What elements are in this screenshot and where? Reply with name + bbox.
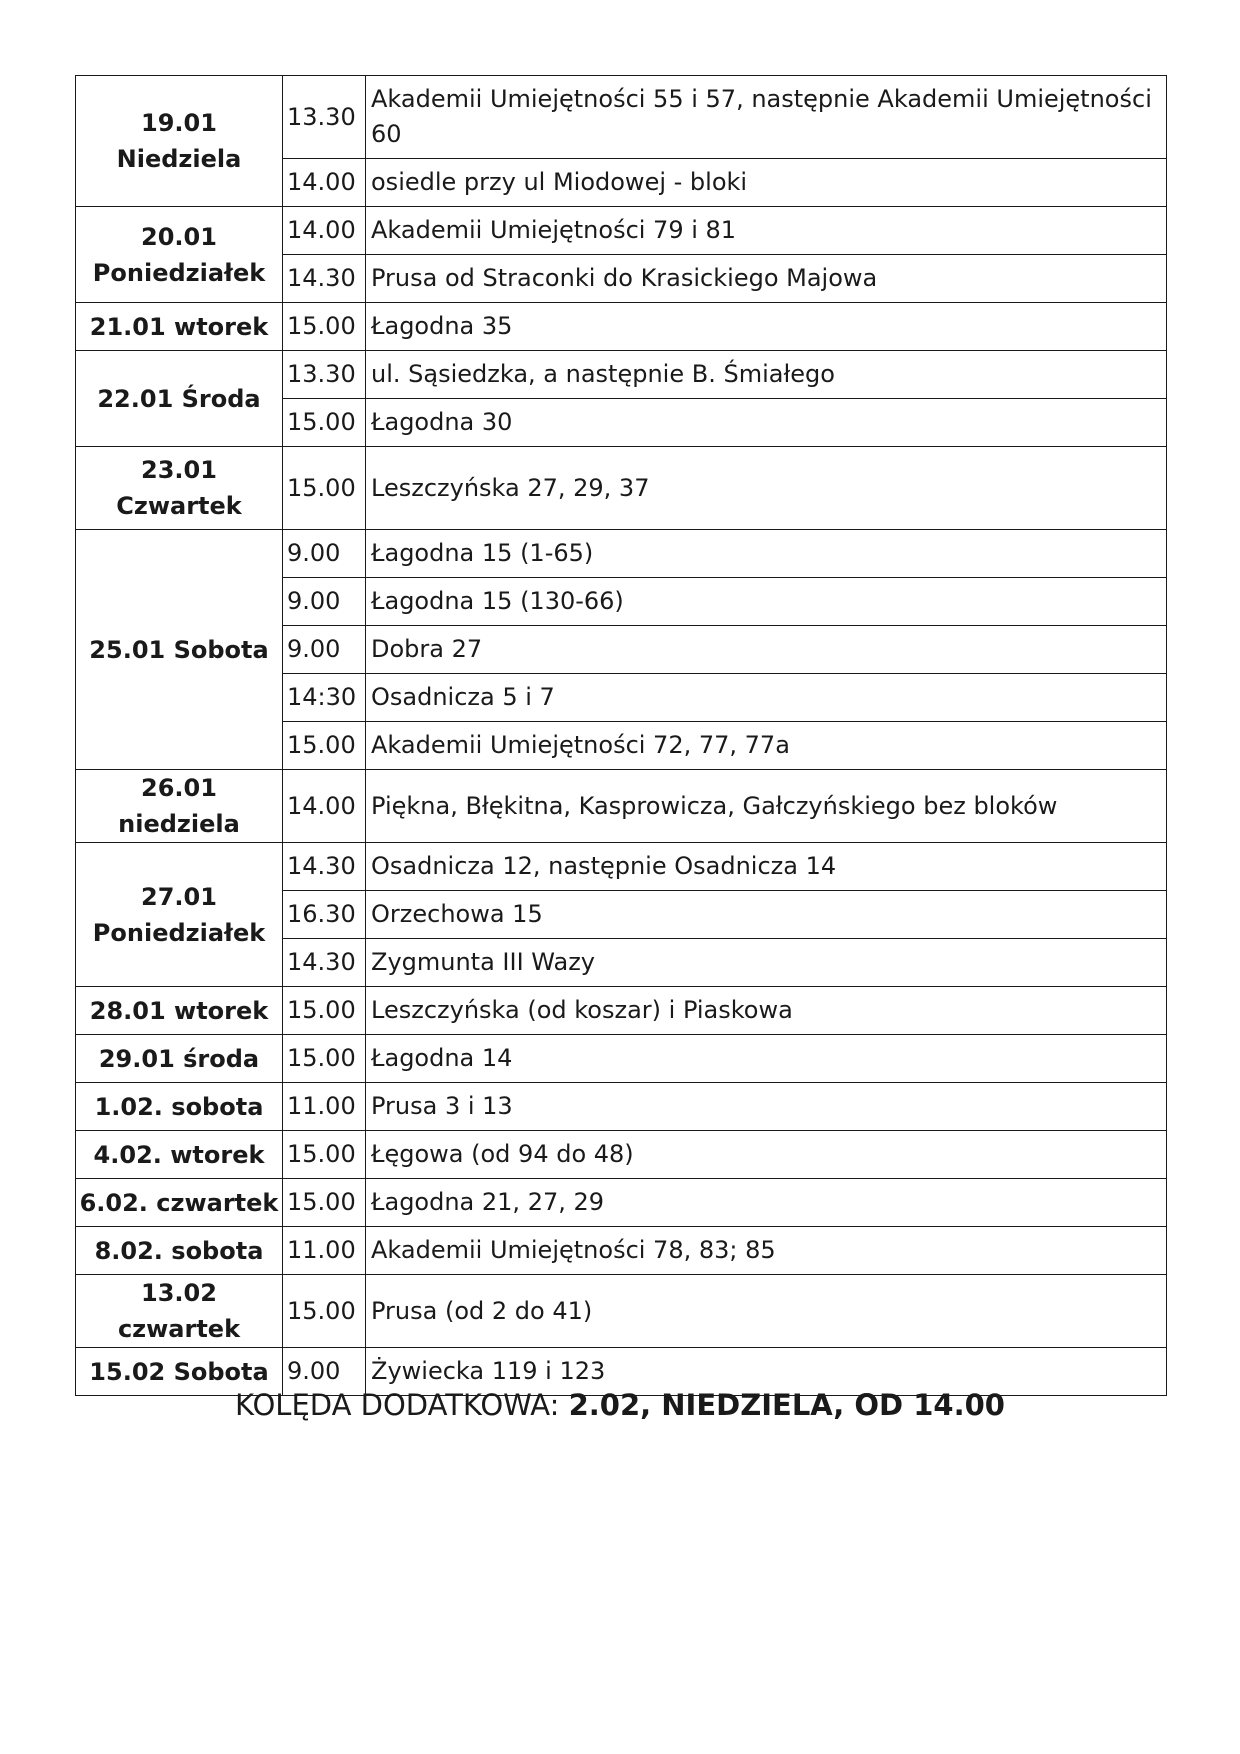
day-cell <box>76 447 283 530</box>
location-cell: Piękna, Błękitna, Kasprowicza, Gałczyńskiego bez bloków <box>366 770 1167 843</box>
day-cell <box>76 76 283 207</box>
location-cell: ul. Sąsiedzka, a następnie B. Śmiałego <box>366 351 1167 399</box>
location-cell: Akademii Umiejętności 79 i 81 <box>366 207 1167 255</box>
location-cell: Łagodna 14 <box>366 1035 1167 1083</box>
day-label: 6.02. czwartek <box>79 1188 279 1217</box>
day-cell <box>76 843 283 987</box>
schedule-row <box>76 1179 1167 1227</box>
day-label: 8.02. sobota <box>94 1236 264 1265</box>
time-cell: 15.00 <box>283 399 366 447</box>
day-cell <box>76 530 283 770</box>
day-label: 23.01 <box>141 456 217 484</box>
time-cell: 15.00 <box>283 1035 366 1083</box>
time-cell: 14.30 <box>283 255 366 303</box>
location-cell: Prusa (od 2 do 41) <box>366 1275 1167 1348</box>
time-cell: 16.30 <box>283 891 366 939</box>
day-cell <box>76 770 283 843</box>
schedule-table <box>75 75 1167 1396</box>
day-label: 20.01 <box>141 222 217 251</box>
schedule-row <box>76 1035 1167 1083</box>
day-cell <box>76 303 283 351</box>
day-label: 29.01 środa <box>98 1044 260 1073</box>
schedule-row <box>76 1131 1167 1179</box>
location-cell: Łagodna 15 (130-66) <box>366 578 1167 626</box>
schedule-row <box>76 987 1167 1035</box>
time-cell: 9.00 <box>283 1348 366 1396</box>
schedule-row <box>76 207 1167 255</box>
location-cell: Prusa od Straconki do Krasickiego Majowa <box>366 255 1167 303</box>
time-cell: 9.00 <box>283 626 366 674</box>
schedule-row <box>76 76 1167 159</box>
day-label: 27.01 <box>141 882 217 911</box>
location-cell: Orzechowa 15 <box>366 891 1167 939</box>
schedule-row <box>76 770 1167 843</box>
schedule-row <box>76 1275 1167 1348</box>
location-cell: Akademii Umiejętności 55 i 57, następnie Akademii Umiejętności 60 <box>366 76 1167 159</box>
location-cell: Leszczyńska 27, 29, 37 <box>366 447 1167 530</box>
day-cell <box>76 351 283 447</box>
day-cell <box>76 1227 283 1275</box>
time-cell: 14.30 <box>283 939 366 987</box>
day-cell <box>76 1131 283 1179</box>
time-cell: 15.00 <box>283 1131 366 1179</box>
time-cell: 13.30 <box>283 76 366 159</box>
schedule-row <box>76 1083 1167 1131</box>
location-cell: Łagodna 15 (1-65) <box>366 530 1167 578</box>
schedule-row <box>76 447 1167 530</box>
day-label: Poniedziałek <box>92 258 266 287</box>
time-cell: 15.00 <box>283 303 366 351</box>
time-cell: 9.00 <box>283 530 366 578</box>
day-label: 22.01 Środa <box>97 384 261 413</box>
additional-visit-note <box>0 1385 1240 1425</box>
time-cell: 11.00 <box>283 1083 366 1131</box>
time-cell: 11.00 <box>283 1227 366 1275</box>
schedule-row <box>76 303 1167 351</box>
time-cell: 14:30 <box>283 674 366 722</box>
location-cell: Łagodna 21, 27, 29 <box>366 1179 1167 1227</box>
day-label: 4.02. wtorek <box>93 1140 265 1169</box>
time-cell: 14.00 <box>283 207 366 255</box>
schedule-row <box>76 530 1167 578</box>
location-cell: Żywiecka 119 i 123 <box>366 1348 1167 1396</box>
day-label: Czwartek <box>116 492 242 520</box>
location-cell: Akademii Umiejętności 72, 77, 77a <box>366 722 1167 770</box>
time-cell: 14.00 <box>283 159 366 207</box>
time-cell: 15.00 <box>283 987 366 1035</box>
day-label: 26.01 niedziela <box>118 774 240 838</box>
additional-visit-label: KOLĘDA DODATKOWA: <box>235 1388 569 1422</box>
day-label: Niedziela <box>116 145 242 173</box>
location-cell: Akademii Umiejętności 78, 83; 85 <box>366 1227 1167 1275</box>
time-cell: 15.00 <box>283 1275 366 1348</box>
day-cell <box>76 1035 283 1083</box>
location-cell: Osadnicza 5 i 7 <box>366 674 1167 722</box>
day-cell <box>76 987 283 1035</box>
day-label: 13.02 czwartek <box>117 1279 241 1343</box>
day-label: 1.02. sobota <box>94 1092 264 1121</box>
day-cell <box>76 1275 283 1348</box>
time-cell: 15.00 <box>283 1179 366 1227</box>
location-cell: Zygmunta III Wazy <box>366 939 1167 987</box>
time-cell: 9.00 <box>283 578 366 626</box>
schedule-row <box>76 843 1167 891</box>
time-cell: 14.00 <box>283 770 366 843</box>
location-cell: Prusa 3 i 13 <box>366 1083 1167 1131</box>
location-cell: Dobra 27 <box>366 626 1167 674</box>
schedule-row <box>76 1227 1167 1275</box>
location-cell: Leszczyńska (od koszar) i Piaskowa <box>366 987 1167 1035</box>
location-cell: Łagodna 30 <box>366 399 1167 447</box>
location-cell: Łęgowa (od 94 do 48) <box>366 1131 1167 1179</box>
additional-visit-value: 2.02, NIEDZIELA, OD 14.00 <box>568 1388 1005 1422</box>
time-cell: 14.30 <box>283 843 366 891</box>
day-label: 15.02 Sobota <box>89 1357 269 1386</box>
schedule-body <box>76 76 1167 1396</box>
day-label: Poniedziałek <box>92 918 266 947</box>
day-cell <box>76 1179 283 1227</box>
day-cell <box>76 207 283 303</box>
location-cell: osiedle przy ul Miodowej - bloki <box>366 159 1167 207</box>
day-label: 28.01 wtorek <box>89 996 269 1025</box>
time-cell: 15.00 <box>283 447 366 530</box>
time-cell: 15.00 <box>283 722 366 770</box>
day-label: 21.01 wtorek <box>89 312 269 341</box>
day-cell <box>76 1083 283 1131</box>
schedule-row <box>76 351 1167 399</box>
location-cell: Osadnicza 12, następnie Osadnicza 14 <box>366 843 1167 891</box>
time-cell: 13.30 <box>283 351 366 399</box>
day-label: 19.01 <box>141 109 217 137</box>
day-label: 25.01 Sobota <box>89 635 269 664</box>
location-cell: Łagodna 35 <box>366 303 1167 351</box>
